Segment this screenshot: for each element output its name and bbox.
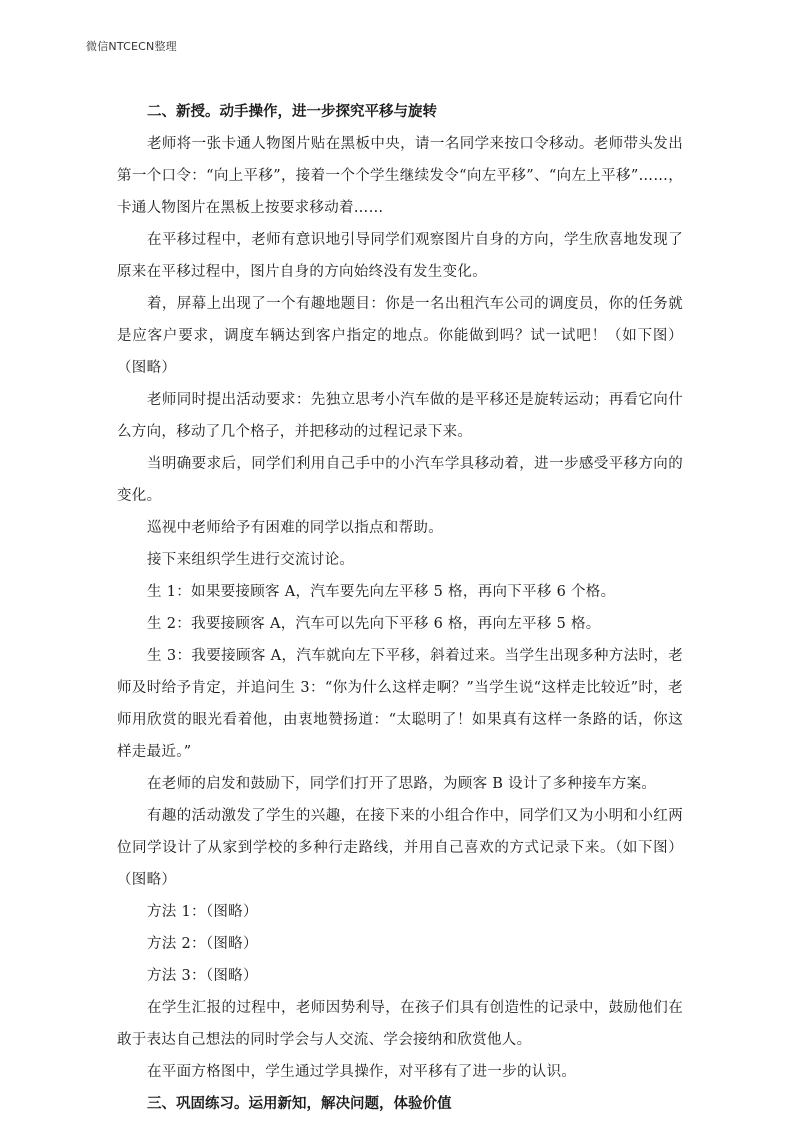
paragraph-cartoon-translation: 老师将一张卡通人物图片贴在黑板中央，请一名同学来按口令移动。老师带头发出第一个口令：“向上平移”，接着一个个学生继续发令“向左平移”、“向左上平移”……，卡通人物图片在黑板上按要求移动着…… [117,136,683,216]
paragraph-reporting-process: 在学生汇报的过程中，老师因势利导，在孩子们具有创造性的记录中，鼓励他们在敢于表达自己想法的同时学会与人交流、学会接纳和欣赏他人。 [117,1000,683,1048]
paragraph-student-1: 生 1：如果要接顾客 A，汽车要先向左平移 5 格，再向下平移 6 个格。 [147,584,616,600]
document-body [117,96,683,1120]
paragraph-method-1: 方法 1：（图略） [147,904,258,920]
header-watermark: 微信NTCECN整理 [86,40,177,53]
paragraph-students-move-cars: 当明确要求后，同学们利用自己手中的小汽车学具移动着，进一步感受平移方向的变化。 [117,456,683,504]
paragraph-student-3: 生 3：我要接顾客 A，汽车就向左下平移，斜着过来。当学生出现多种方法时，老师及时给予肯定，并追问生 3：“你为什么这样走啊？”当学生说“这样走比较近”时，老师用欣赏的眼光看着他，由衷地赞扬道：“太聪明了！如果真有这样一条路的话，你这样走最近。” [117,648,683,760]
paragraph-direction-unchanged: 在平移过程中，老师有意识地引导同学们观察图片自身的方向，学生欣喜地发现了原来在平移过程中，图片自身的方向始终没有发生变化。 [117,232,683,280]
paragraph-customer-b-plans: 在老师的启发和鼓励下，同学们打开了思路，为顾客 B 设计了多种接车方案。 [147,776,657,792]
paragraph-activity-requirements: 老师同时提出活动要求：先独立思考小汽车做的是平移还是旋转运动；再看它向什么方向，移动了几个格子，并把移动的过程记录下来。 [117,392,683,440]
paragraph-discussion-intro: 接下来组织学生进行交流讨论。 [147,552,355,568]
paragraph-teacher-guidance: 巡视中老师给予有困难的同学以指点和帮助。 [147,520,443,536]
paragraph-method-3: 方法 3：（图略） [147,968,258,984]
paragraph-group-routes: 有趣的活动激发了学生的兴趣，在接下来的小组合作中，同学们又为小明和小红两位同学设计了从家到学校的多种行走路线，并用自己喜欢的方式记录下来。（如下图）（图略） [117,808,683,888]
paragraph-student-2: 生 2：我要接顾客 A，汽车可以先向下平移 6 格，再向左平移 5 格。 [147,616,601,632]
paragraph-taxi-dispatch-task: 着，屏幕上出现了一个有趣地题目：你是一名出租汽车公司的调度员，你的任务就是应客户要求，调度车辆达到客户指定的地点。你能做到吗？试一试吧！（如下图）（图略） [117,296,683,376]
section-3-heading: 三、巩固练习。运用新知，解决问题，体验价值 [147,1096,452,1112]
section-2-heading: 二、新授。动手操作，进一步探究平移与旋转 [147,104,437,120]
paragraph-method-2: 方法 2：（图略） [147,936,258,952]
paragraph-grid-understanding: 在平面方格图中，学生通过学具操作，对平移有了进一步的认识。 [147,1064,577,1080]
